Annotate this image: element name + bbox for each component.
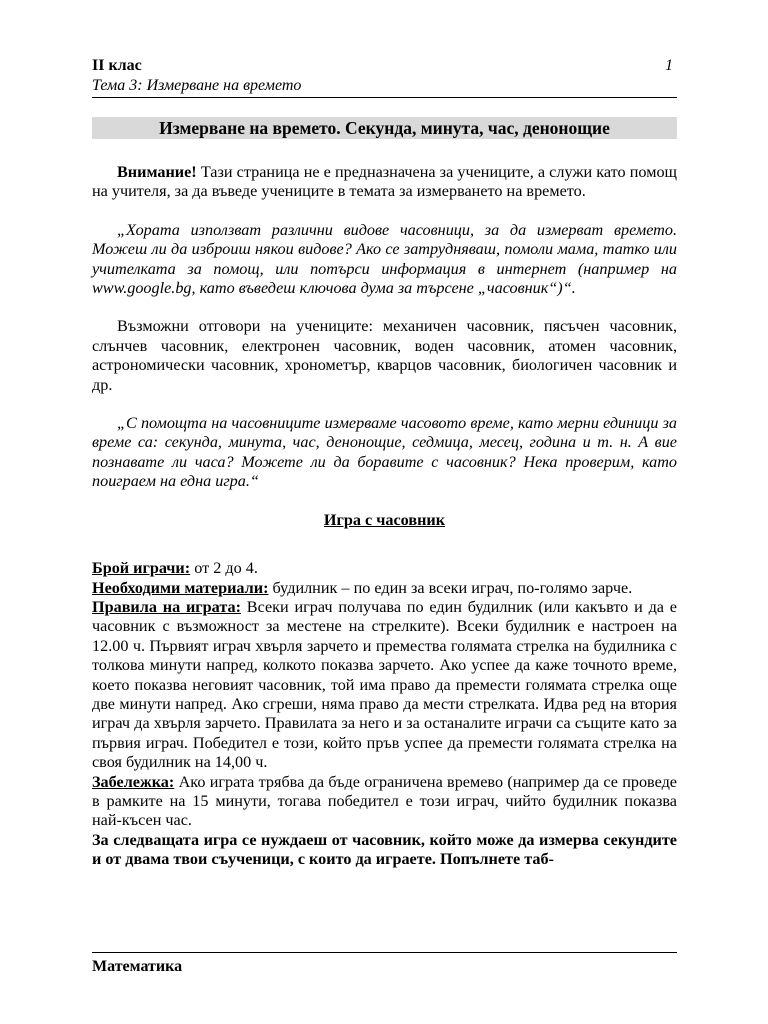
players-paragraph xyxy=(92,559,677,578)
rules-label: Правила на играта: xyxy=(92,597,241,616)
players-label: Брой играчи: xyxy=(92,559,191,578)
page-number: 1 xyxy=(665,57,673,74)
page-footer xyxy=(92,952,677,977)
quote-paragraph-1: „Хората използват различни видове часовници, за да измерват времето. Можеш ли да изброиш някои видове? Ако се затрудняваш, помоли мама, татко или учителката за помощ, или потърси информация в интернет (например на www.google.bg, като въведеш ключова дума за търсене „часовник“)“. xyxy=(92,220,677,298)
topic-label: Тема 3: Измерване на времето xyxy=(92,77,302,94)
grade-label: II клас xyxy=(92,57,142,74)
materials-paragraph xyxy=(92,579,677,598)
warning-paragraph xyxy=(92,163,677,202)
page-title: Измерване на времето. Секунда, минута, час, денонощие xyxy=(92,117,677,139)
rules-paragraph xyxy=(92,598,677,773)
next-game-paragraph: За следващата игра се нуждаеш от часовник, който може да измерва секундите и от двама твои съученици, с които да играете. Попълнете таб- xyxy=(92,830,677,869)
note-paragraph xyxy=(92,773,677,831)
warning-label: Внимание! xyxy=(117,163,197,181)
materials-label: Необходими материали: xyxy=(92,578,269,597)
players-text: от 2 до 4. xyxy=(190,559,258,578)
answers-paragraph: Възможни отговори на учениците: механичен часовник, пясъчен часовник, слънчев часовник, електронен часовник, воден часовник, атомен часовник, астрономически часовник, хронометър, кварцов часовник, биологичен часовник и др. xyxy=(92,317,677,394)
materials-text: будилник – по един за всеки играч, по-голямо зарче. xyxy=(268,578,633,597)
game-title: Игра с часовник xyxy=(323,510,446,529)
warning-text: Тази страница не е предназначена за учениците, а служи като помощ на учителя, за да въведе учениците в темата за измерването на времето. xyxy=(92,163,677,201)
rules-text: Всеки играч получава по един будилник (или какъвто и да е часовник с възможност за местене на стрелките). Всеки будилник е настроен на 12.00 ч. Първият играч хвърля зарчето и премества голямата стрелка на будилника с толкова минути напред, колкото показва зарчето. Ако успее да каже точното време, което показва неговият часовник, той има право да премести голямата стрелка още две минути напред. Ако сгреши, няма право да мести стрелката. Идва ред на втория играч да хвърля зарчето. Правилата за него и за останалите играчи са същите като за първия играч. Победител е този, който пръв успее да премести голямата стрелка на своя будилник на 14,00 ч. xyxy=(92,597,677,772)
main-content xyxy=(92,163,677,870)
note-text: Ако играта трябва да бъде ограничена времево (например да се проведе в рамките на 15 минути, тогава победител е този играч, чийто будилник показва най-късен час. xyxy=(92,772,677,830)
subject-label: Математика xyxy=(92,958,183,975)
quote-paragraph-2: „С помощта на часовниците измерваме часовото време, като мерни единици за време са: секунда, минута, час, денонощие, седмица, месец, година и т. н. А вие познавате ли часа? Можете ли да боравите с часовник? Нека проверим, като поиграем на една игра.“ xyxy=(92,414,677,491)
page-header xyxy=(92,56,677,98)
note-label: Забележка: xyxy=(92,772,175,791)
